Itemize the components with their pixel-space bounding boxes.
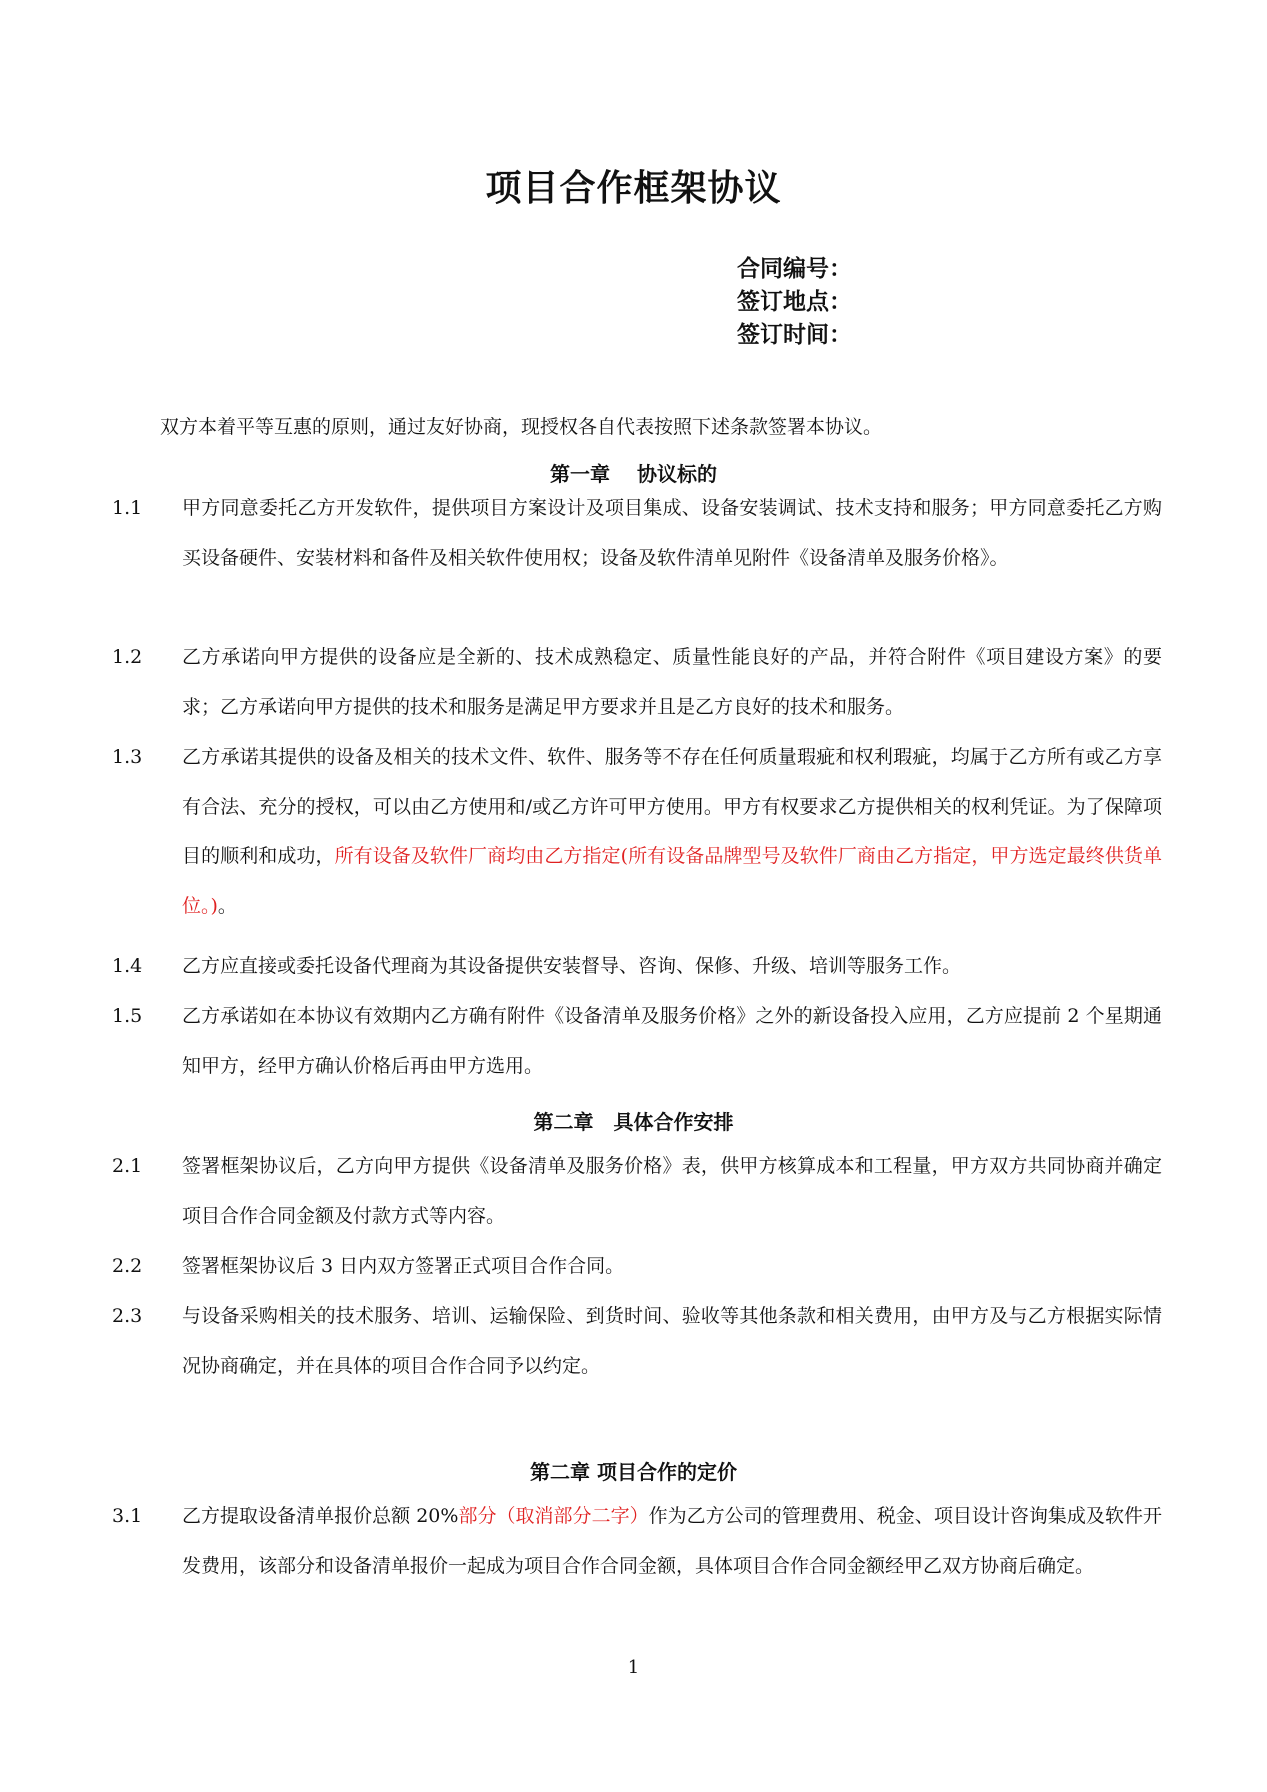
intro-paragraph: 双方本着平等互惠的原则，通过友好协商，现授权各自代表按照下述条款签署本协议。	[160, 416, 883, 438]
clause-text	[182, 1492, 1162, 1591]
clause-text-normal: 乙方承诺其提供的设备及相关的技术文件、软件、服务等不存在任何质量瑕疵和权利瑕疵，均属于乙方所有或乙方享有合法、充分的授权，可以由乙方使用和/或乙方许可甲方使用。甲方有权要求乙方提供相关的权利凭证。为了保障项目的顺利和成功，	[182, 746, 1162, 867]
document-title: 项目合作框架协议	[485, 168, 782, 209]
clause-number: 1.5	[112, 1005, 143, 1027]
clause-text: 乙方承诺如在本协议有效期内乙方确有附件《设备清单及服务价格》之外的新设备投入应用，乙方应提前 2 个星期通知甲方，经甲方确认价格后再由甲方选用。	[182, 1005, 1162, 1077]
contract-meta-block	[737, 253, 852, 352]
chapter-1-heading: 第一章 协议标的	[550, 462, 717, 486]
clause-text-end: 。	[217, 894, 237, 917]
clause-number: 2.2	[112, 1255, 143, 1277]
clause-text: 与设备采购相关的技术服务、培训、运输保险、到货时间、验收等其他条款和相关费用，由甲方及与乙方根据实际情况协商确定，并在具体的项目合作合同予以约定。	[182, 1305, 1162, 1377]
clause-number: 2.1	[112, 1155, 143, 1177]
clause-number: 1.2	[112, 646, 143, 668]
contract-number-label: 合同编号：	[737, 256, 852, 282]
clause-text: 签署框架协议后 3 日内双方签署正式项目合作合同。	[182, 1255, 625, 1277]
clause-text	[182, 733, 1162, 931]
clause-number: 2.3	[112, 1305, 143, 1327]
clause-text: 乙方承诺向甲方提供的设备应是全新的、技术成熟稳定、质量性能良好的产品，并符合附件《项目建设方案》的要求；乙方承诺向甲方提供的技术和服务是满足甲方要求并且是乙方良好的技术和服务。	[182, 646, 1162, 718]
clause-number: 1.1	[112, 497, 143, 519]
clause-text-normal: 乙方提取设备清单报价总额 20%	[182, 1505, 459, 1527]
chapter-2-heading: 第二章 具体合作安排	[533, 1110, 734, 1134]
sign-time-label: 签订时间：	[737, 322, 852, 348]
clause-text-highlight: 所有设备及软件厂商均由乙方指定(所有设备品牌型号及软件厂商由乙方指定，甲方选定最终供货单位。)	[182, 845, 1162, 917]
clause-number: 1.4	[112, 955, 143, 977]
clause-text-end: 作为乙方公司的管理费用、税金、项目设计咨询集成及软件开发费用，该部分和设备清单报价一起成为项目合作合同金额，具体项目合作合同金额经甲乙双方协商后确定。	[182, 1505, 1162, 1577]
clause-text: 乙方应直接或委托设备代理商为其设备提供安装督导、咨询、保修、升级、培训等服务工作。	[182, 955, 962, 977]
clause-number: 3.1	[112, 1505, 143, 1527]
chapter-3-heading: 第二章 项目合作的定价	[530, 1460, 737, 1484]
clause-text: 甲方同意委托乙方开发软件，提供项目方案设计及项目集成、设备安装调试、技术支持和服务；甲方同意委托乙方购买设备硬件、安装材料和备件及相关软件使用权；设备及软件清单见附件《设备清单及服务价格》。	[182, 497, 1162, 569]
clause-text: 签署框架协议后，乙方向甲方提供《设备清单及服务价格》表，供甲方核算成本和工程量，甲方双方共同协商并确定项目合作合同金额及付款方式等内容。	[182, 1155, 1162, 1227]
page-number: 1	[627, 1657, 640, 1678]
clause-text-highlight: 部分（取消部分二字）	[458, 1505, 649, 1527]
clause-number: 1.3	[112, 746, 143, 768]
sign-place-label: 签订地点：	[737, 289, 852, 315]
